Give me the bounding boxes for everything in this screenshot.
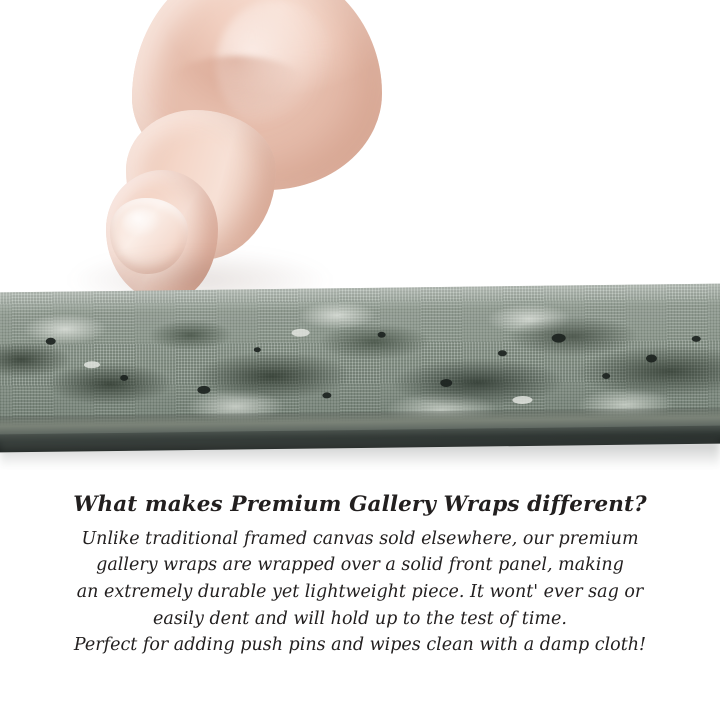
copy-body-line: easily dent and will hold up to the test of time. [153, 608, 567, 629]
copy-body [0, 526, 720, 659]
marketing-copy [0, 492, 720, 659]
canvas-speck [498, 350, 507, 356]
canvas-speck [322, 392, 331, 398]
canvas-speck [692, 336, 701, 342]
canvas-speck [46, 338, 56, 345]
canvas-speck-light [84, 361, 100, 368]
copy-body-line: an extremely durable yet lightweight piece. It wont' ever sag or [76, 581, 644, 602]
canvas-speck [378, 332, 386, 338]
canvas-speck-light [292, 329, 310, 337]
canvas-wrap-edge [0, 284, 720, 443]
canvas-cast-shadow [0, 440, 720, 468]
copy-body-line: Perfect for adding push pins and wipes clean with a damp cloth! [73, 635, 647, 656]
canvas-speck [602, 373, 610, 379]
hand-crease [166, 56, 306, 116]
canvas-speck [197, 386, 210, 394]
canvas-speck [552, 333, 566, 342]
canvas-speck [440, 379, 452, 387]
copy-body-line: gallery wraps are wrapped over a solid front panel, making [96, 555, 624, 576]
canvas-speck-light [512, 396, 532, 404]
thumbnail-highlight [122, 208, 162, 238]
canvas-speck [120, 375, 128, 381]
canvas-speck [646, 354, 657, 362]
canvas-speck [254, 347, 261, 352]
copy-body-line: Unlike traditional framed canvas sold elsewhere, our premium [81, 528, 639, 549]
copy-heading: What makes Premium Gallery Wraps different? [73, 492, 647, 517]
